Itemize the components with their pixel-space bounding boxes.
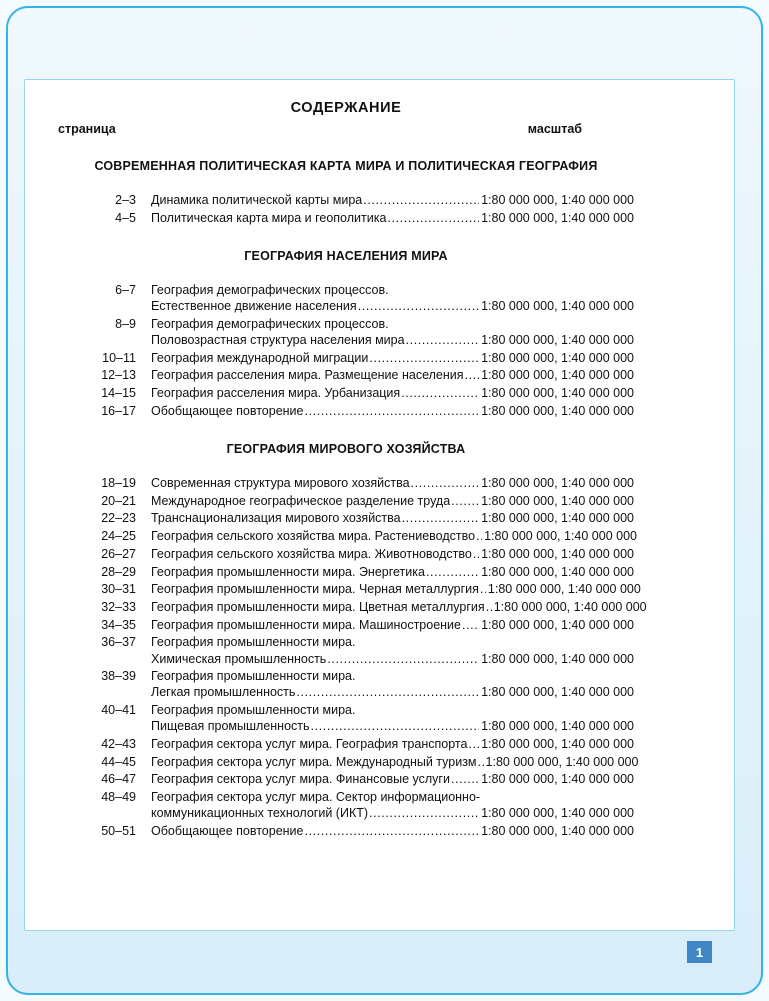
- dot-leader: [369, 350, 479, 366]
- entry-title: География расселения мира. Размещение населения: [151, 368, 464, 383]
- entry-title: География сектора услуг мира. Финансовые услуги: [151, 772, 450, 787]
- dot-leader: [358, 298, 479, 314]
- section-rows: [58, 282, 634, 419]
- entry-page-range: 22–23: [101, 511, 136, 526]
- dot-leader: [406, 332, 480, 348]
- entry-scale: 1:80 000 000, 1:40 000 000: [481, 617, 634, 632]
- entry-title-line: [151, 771, 634, 787]
- entry-scale: 1:80 000 000, 1:40 000 000: [481, 772, 634, 787]
- entry-scale: 1:80 000 000, 1:40 000 000: [481, 299, 634, 314]
- dot-leader: [369, 805, 479, 821]
- entry-body: [151, 668, 634, 700]
- entry-title: География сектора услуг мира. Международный туризм: [151, 754, 477, 769]
- entry-body: [151, 634, 634, 666]
- entry-scale: 1:80 000 000, 1:40 000 000: [493, 599, 647, 614]
- dot-leader: [468, 736, 479, 752]
- toc-entry: [58, 510, 634, 526]
- page-number-badge: 1: [687, 941, 712, 963]
- toc-entry: [58, 702, 634, 734]
- toc-entry: [58, 617, 634, 633]
- entry-scale: 1:80 000 000, 1:40 000 000: [481, 824, 634, 839]
- toc-entry: [58, 736, 634, 752]
- entry-body: [151, 546, 634, 562]
- entry-page-range: 38–39: [101, 669, 136, 684]
- toc-sections: [58, 159, 647, 839]
- dot-leader: [387, 210, 479, 226]
- toc-entry: [58, 564, 634, 580]
- entry-title-line: [151, 718, 634, 734]
- entry-scale: 1:80 000 000, 1:40 000 000: [481, 511, 634, 526]
- entry-page-range: 16–17: [101, 403, 136, 418]
- toc-section: [58, 442, 647, 839]
- entry-title-line: [151, 192, 634, 208]
- toc-entry: [58, 475, 634, 491]
- section-rows: [58, 475, 647, 839]
- entry-body: [151, 510, 634, 526]
- toc-entry: [58, 634, 634, 666]
- dot-leader: [486, 599, 492, 615]
- dot-leader: [451, 493, 479, 509]
- toc-entry: [58, 493, 634, 509]
- entry-body: [151, 528, 637, 544]
- section-heading: СОВРЕМЕННАЯ ПОЛИТИЧЕСКАЯ КАРТА МИРА И ПОЛИТИЧЕСКАЯ ГЕОГРАФИЯ: [94, 159, 598, 173]
- entry-scale: 1:80 000 000, 1:40 000 000: [481, 493, 634, 508]
- dot-leader: [402, 510, 479, 526]
- entry-page-range: 4–5: [115, 210, 136, 225]
- column-label-scale: масштаб: [527, 122, 582, 136]
- entry-title-line: [151, 367, 634, 383]
- entry-body: [151, 823, 634, 839]
- entry-title-line: [151, 403, 634, 419]
- entry-title: коммуникационных технологий (ИКТ): [151, 806, 369, 821]
- entry-title-line: [151, 210, 634, 226]
- entry-title-line: [151, 493, 634, 509]
- toc-entry: [58, 350, 634, 366]
- entry-title-line: [151, 823, 634, 839]
- entry-page-range: 48–49: [101, 790, 136, 805]
- entry-body: [151, 581, 641, 597]
- entry-title: Естественное движение населения: [151, 299, 357, 314]
- entry-title: География промышленности мира. Энергетика: [151, 564, 425, 579]
- entry-page-range: 32–33: [101, 599, 136, 614]
- toc-entry: [58, 823, 634, 839]
- entry-title-line: [151, 651, 634, 667]
- toc-entry: [58, 210, 634, 226]
- entry-page-range: 18–19: [101, 476, 136, 491]
- page-title: СОДЕРЖАНИЕ: [290, 100, 402, 116]
- entry-title: Химическая промышленность: [151, 651, 327, 666]
- entry-scale: 1:80 000 000, 1:40 000 000: [485, 754, 639, 769]
- entry-title: Международное географическое разделение труда: [151, 493, 451, 508]
- entry-title-line: [151, 385, 634, 401]
- entry-title-line: [151, 350, 634, 366]
- toc-section: [58, 159, 634, 226]
- dot-leader: [305, 403, 480, 419]
- entry-scale: 1:80 000 000, 1:40 000 000: [481, 333, 634, 348]
- section-heading: ГЕОГРАФИЯ НАСЕЛЕНИЯ МИРА: [244, 248, 448, 263]
- dot-leader: [327, 651, 479, 667]
- entry-body: [151, 210, 634, 226]
- entry-scale: 1:80 000 000, 1:40 000 000: [481, 386, 634, 401]
- entry-title-line: [151, 581, 641, 597]
- entry-page-range: 40–41: [101, 703, 136, 718]
- entry-page-range: 8–9: [115, 316, 136, 331]
- entry-title-line: [151, 510, 634, 526]
- entry-title: География промышленности мира. Черная металлургия: [151, 582, 479, 597]
- section-rows: [58, 192, 634, 226]
- dot-leader: [426, 564, 479, 580]
- entry-page-range: 20–21: [101, 493, 136, 508]
- entry-title: География международной миграции: [151, 350, 369, 365]
- entry-title: Политическая карта мира и геополитика: [151, 210, 387, 225]
- entry-title: Пищевая промышленность: [151, 719, 310, 734]
- entry-page-range: 46–47: [101, 772, 136, 787]
- entry-body: [151, 789, 634, 821]
- entry-title-line: [151, 546, 634, 562]
- entry-title-line: [151, 684, 634, 700]
- entry-page-range: 14–15: [101, 386, 136, 401]
- entry-title-line: [151, 754, 639, 770]
- entry-body: [151, 282, 634, 314]
- entry-title: География демографических процессов.: [151, 282, 389, 297]
- entry-title: География промышленности мира. Машиностроение: [151, 617, 461, 632]
- entry-body: [151, 771, 634, 787]
- entry-page-range: 28–29: [101, 564, 136, 579]
- entry-title: География демографических процессов.: [151, 316, 389, 331]
- entry-scale: 1:80 000 000, 1:40 000 000: [481, 403, 634, 418]
- entry-title-line: [151, 475, 634, 491]
- dot-leader: [480, 581, 486, 597]
- entry-body: [151, 385, 634, 401]
- dot-leader: [473, 546, 479, 562]
- entry-body: [151, 599, 647, 615]
- entry-scale: 1:80 000 000, 1:40 000 000: [481, 546, 634, 561]
- dot-leader: [305, 823, 480, 839]
- entry-body: [151, 702, 634, 734]
- toc-entry: [58, 385, 634, 401]
- toc-entry: [58, 192, 634, 208]
- entry-title: География расселения мира. Урбанизация: [151, 386, 401, 401]
- entry-page-range: 2–3: [115, 193, 136, 207]
- entry-scale: 1:80 000 000, 1:40 000 000: [481, 350, 634, 365]
- entry-page-range: 10–11: [102, 350, 136, 365]
- entry-body: [151, 403, 634, 419]
- entry-scale: 1:80 000 000, 1:40 000 000: [481, 806, 634, 821]
- entry-title: География промышленности мира.: [151, 635, 356, 650]
- entry-scale: 1:80 000 000, 1:40 000 000: [481, 476, 634, 491]
- entry-page-range: 50–51: [101, 824, 136, 839]
- entry-title: География сектора услуг мира. Сектор информационно-: [151, 790, 481, 805]
- entry-scale: 1:80 000 000, 1:40 000 000: [487, 582, 641, 597]
- dot-leader: [401, 385, 479, 401]
- entry-title-line: [151, 332, 634, 348]
- entry-title: Современная структура мирового хозяйства: [151, 476, 410, 491]
- entry-body: [151, 617, 634, 633]
- entry-title: Обобщающее повторение: [151, 403, 304, 418]
- entry-title: Транснационализация мирового хозяйства: [151, 511, 401, 526]
- entry-title: География промышленности мира.: [151, 669, 356, 684]
- toc-entry: [58, 771, 634, 787]
- column-label-page: страница: [58, 122, 116, 136]
- toc-entry: [58, 367, 634, 383]
- entry-title: Динамика политической карты мира: [151, 193, 363, 207]
- dot-leader: [476, 528, 482, 544]
- toc-section: [58, 249, 634, 419]
- entry-page-range: 34–35: [101, 617, 136, 632]
- entry-title-line: [151, 564, 634, 580]
- dot-leader: [465, 367, 480, 383]
- entry-title: Обобщающее повторение: [151, 824, 304, 839]
- dot-leader: [451, 771, 479, 787]
- entry-body: [151, 475, 634, 491]
- entry-title: География сельского хозяйства мира. Животноводство: [151, 546, 472, 561]
- entry-body: [151, 493, 634, 509]
- toc-entry: [58, 581, 641, 597]
- entry-body: [151, 350, 634, 366]
- dot-leader: [363, 192, 479, 208]
- entry-scale: 1:80 000 000, 1:40 000 000: [481, 210, 634, 225]
- entry-title: География промышленности мира. Цветная металлургия: [151, 599, 485, 614]
- entry-title-line: [151, 298, 634, 314]
- toc-entry: [58, 282, 634, 314]
- entry-scale: 1:80 000 000, 1:40 000 000: [481, 685, 634, 700]
- entry-page-range: 12–13: [101, 368, 136, 383]
- contents-panel: [24, 79, 735, 931]
- section-heading: ГЕОГРАФИЯ МИРОВОГО ХОЗЯЙСТВА: [226, 442, 466, 457]
- entry-title: Половозрастная структура населения мира: [151, 333, 405, 348]
- dot-leader: [462, 617, 479, 633]
- toc-entry: [58, 528, 637, 544]
- entry-title-line: [151, 617, 634, 633]
- entry-scale: 1:80 000 000, 1:40 000 000: [481, 737, 634, 752]
- entry-title: География сельского хозяйства мира. Растениеводство: [151, 529, 476, 544]
- entry-title-line: [151, 528, 637, 544]
- toc-entry: [58, 668, 634, 700]
- entry-title-line: [151, 805, 634, 821]
- entry-scale: 1:80 000 000, 1:40 000 000: [481, 193, 634, 207]
- entry-title: География промышленности мира.: [151, 703, 356, 718]
- entry-body: [151, 316, 634, 348]
- entry-title: Легкая промышленность: [151, 685, 296, 700]
- toc-entry: [58, 316, 634, 348]
- entry-body: [151, 754, 639, 770]
- entry-body: [151, 192, 634, 208]
- entry-scale: 1:80 000 000, 1:40 000 000: [481, 651, 634, 666]
- entry-body: [151, 564, 634, 580]
- column-labels: [58, 122, 634, 136]
- dot-leader: [311, 718, 480, 734]
- dot-leader: [411, 475, 480, 491]
- entry-page-range: 26–27: [101, 546, 136, 561]
- entry-page-range: 30–31: [101, 582, 136, 597]
- entry-body: [151, 367, 634, 383]
- entry-body: [151, 736, 634, 752]
- dot-leader: [478, 754, 484, 770]
- entry-title-line: [151, 599, 647, 615]
- toc-entry: [58, 546, 634, 562]
- entry-page-range: 44–45: [101, 754, 136, 769]
- entry-scale: 1:80 000 000, 1:40 000 000: [481, 719, 634, 734]
- toc-entry: [58, 403, 634, 419]
- entry-title: География сектора услуг мира. География транспорта: [151, 737, 468, 752]
- entry-title-line: [151, 736, 634, 752]
- entry-page-range: 42–43: [101, 737, 136, 752]
- toc-entry: [58, 789, 634, 821]
- entry-page-range: 36–37: [101, 635, 136, 650]
- toc-entry: [58, 754, 639, 770]
- toc-entry: [58, 599, 647, 615]
- entry-page-range: 6–7: [115, 282, 136, 297]
- entry-scale: 1:80 000 000, 1:40 000 000: [481, 564, 634, 579]
- dot-leader: [296, 684, 479, 700]
- entry-scale: 1:80 000 000, 1:40 000 000: [484, 529, 637, 544]
- entry-scale: 1:80 000 000, 1:40 000 000: [481, 368, 634, 383]
- entry-page-range: 24–25: [101, 529, 136, 544]
